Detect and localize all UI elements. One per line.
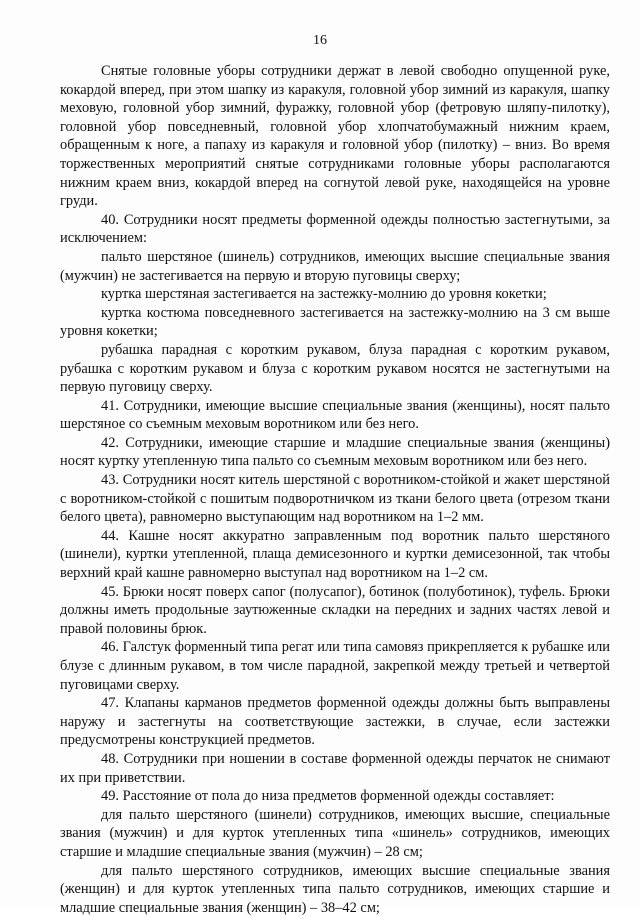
paragraph-42: 42. Сотрудники, имеющие старшие и младшие специальные звания (женщины) носят куртку утепленную типа пальто со съемным меховым воротником или без него.: [60, 434, 610, 470]
document-body: [60, 62, 610, 917]
paragraph-47: 47. Клапаны карманов предметов форменной одежды должны быть выправлены наружу и застегнуты на соответствующие застежки, в случае, если застежки предусмотрены конструкцией предметов.: [60, 695, 610, 749]
paragraph-46: 46. Галстук форменный типа регат или типа самовяз прикрепляется к рубашке или блузе с длинным рукавом, в том числе парадной, закрепкой между третьей и четвертой пуговицами сверху.: [60, 639, 610, 693]
paragraph: для пальто шерстяного сотрудников, имеющих высшие специальные звания (женщин) и для курток утепленных типа пальто сотрудников, имеющих старшие и младшие специальные звания (женщин) – 38–42 см;: [60, 862, 610, 916]
paragraph: для пальто шерстяного (шинели) сотрудников, имеющих высшие, специальные звания (мужчин) и для курток утепленных типа «шинель» сотрудников, имеющих старшие и младшие специальные звания (мужчин) – 28 см;: [60, 806, 610, 860]
paragraph-43: 43. Сотрудники носят китель шерстяной с воротником-стойкой и жакет шерстяной с воротником-стойкой с пошитым подворотничком из ткани белого цвета (отрезом ткани белого цвета), равномерно выступающим над воротником на 1–2 мм.: [60, 472, 610, 526]
paragraph: пальто шерстяное (шинель) сотрудников, имеющих высшие специальные звания (мужчин) не застегивается на первую и вторую пуговицы сверху;: [60, 248, 610, 284]
paragraph: куртка костюма повседневного застегивается на застежку-молнию на 3 см выше уровня кокетки;: [60, 304, 610, 340]
paragraph-45: 45. Брюки носят поверх сапог (полусапог), ботинок (полуботинок), туфель. Брюки должны иметь продольные заутюженные складки на передних и задних частях левой и правой половины брюк.: [60, 583, 610, 637]
paragraph-49: 49. Расстояние от пола до низа предметов форменной одежды составляет:: [101, 788, 555, 805]
paragraph-40: 40. Сотрудники носят предметы форменной одежды полностью застегнутыми, за исключением:: [60, 211, 610, 247]
paragraph-44: 44. Кашне носят аккуратно заправленным под воротник пальто шерстяного (шинели), куртки утепленной, плаща демисезонного и куртки демисезонной, так чтобы верхний край кашне равномерно выступал над воротником на 1–2 см.: [60, 527, 610, 582]
paragraph-48: 48. Сотрудники при ношении в составе форменной одежды перчаток не снимают их при приветствии.: [60, 750, 610, 786]
paragraph: Снятые головные уборы сотрудники держат в левой свободно опущенной руке, кокардой вперед, при этом шапку из каракуля, головной убор зимний из каракуля, шапку меховую, головной убор зимний, фуражку, головной убор (фетровую шляпу-пилотку), головной убор повседневный, головной убор хлопчатобумажный нижним краем, обращенным к ноге, а папаху из каракуля и головной убор (пилотку) – вниз. Во время торжественных мероприятий снятые сотрудниками головные уборы располагаются нижним краем вниз, кокардой вперед на согнутой левой руке, находящейся на уровне груди.: [60, 63, 610, 210]
paragraph: рубашка парадная с коротким рукавом, блуза парадная с коротким рукавом, рубашка с коротким рукавом и блуза с коротким рукавом носятся не застегнутыми на первую пуговицу сверху.: [60, 341, 610, 396]
page-number: 16: [313, 33, 327, 48]
paragraph: куртка шерстяная застегивается на застежку-молнию до уровня кокетки;: [101, 286, 547, 303]
paragraph-41: 41. Сотрудники, имеющие высшие специальные звания (женщины), носят пальто шерстяное со съемным меховым воротником или без него.: [60, 397, 610, 433]
